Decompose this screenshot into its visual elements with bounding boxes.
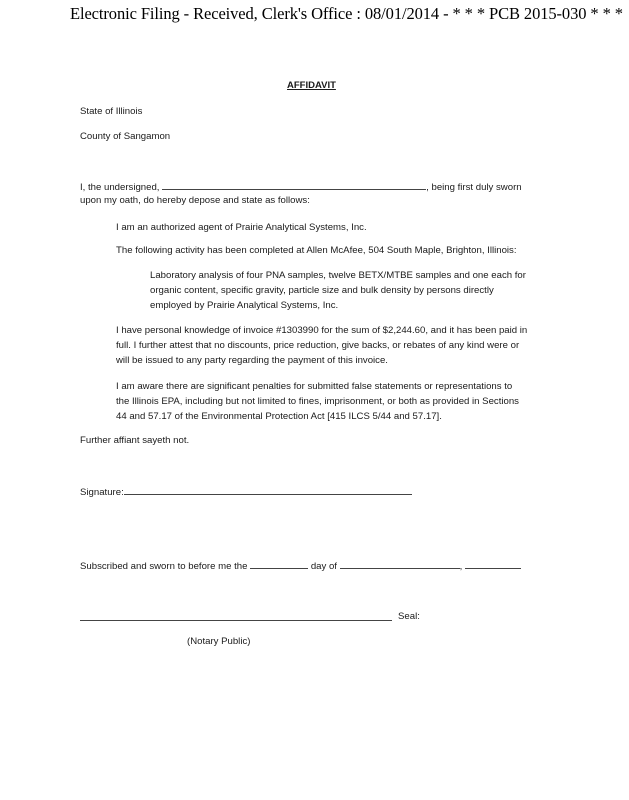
subscribed-text: Subscribed and sworn to before me the [80, 561, 248, 572]
lab-line: Laboratory analysis of four PNA samples, twelve BETX/MTBE samples and one each for [150, 270, 526, 281]
intro-line-1 [80, 180, 522, 193]
day-of-text: day of [310, 561, 337, 572]
filing-header: Electronic Filing - Received, Clerk's Office : 08/01/2014 - * * * PCB 2015-030 * * * [70, 4, 623, 23]
signature-blank [124, 485, 412, 495]
intro-line-2: upon my oath, do hereby depose and state as follows: [80, 195, 310, 206]
intro-text-end: , being first duly sworn [426, 182, 522, 193]
activity-paragraph: The following activity has been completed at Allen McAfee, 504 South Maple, Brighton, Illinois: [116, 245, 517, 256]
lab-line: employed by Prairie Analytical Systems, Inc. [150, 300, 339, 311]
penalty-paragraph [116, 379, 519, 424]
day-blank [250, 559, 308, 569]
signature-row [80, 485, 412, 498]
notary-public-label: (Notary Public) [187, 636, 251, 647]
lab-line: organic content, specific gravity, particle size and bulk density by persons directly [150, 285, 494, 296]
lab-analysis-paragraph [150, 268, 526, 313]
document-title: AFFIDAVIT [287, 80, 336, 91]
penalty-line: I am aware there are significant penalties for submitted false statements or representations to [116, 381, 513, 392]
invoice-line: full. I further attest that no discounts, price reduction, give backs, or rebates of any kind were or [116, 340, 520, 351]
month-blank [340, 559, 460, 569]
further-affiant-line: Further affiant sayeth not. [80, 435, 190, 446]
notary-signature-line [80, 620, 392, 621]
state-line: State of Illinois [80, 106, 143, 117]
penalty-line: 44 and 57.17 of the Environmental Protection Act [415 ILCS 5/44 and 57.17]. [116, 411, 442, 422]
penalty-line: the Illinois EPA, including but not limited to fines, imprisonment, or both as provided in Sections [116, 396, 519, 407]
signature-label: Signature: [80, 487, 124, 498]
subscribed-row [80, 559, 521, 572]
seal-label: Seal: [398, 611, 420, 622]
county-line: County of Sangamon [80, 131, 171, 142]
invoice-line: I have personal knowledge of invoice #1303990 for the sum of $2,244.60, and it has been paid in [116, 325, 528, 336]
invoice-line: will be issued to any party regarding the payment of this invoice. [116, 355, 388, 366]
year-blank [465, 559, 521, 569]
intro-text-start: I, the undersigned, [80, 182, 160, 193]
invoice-paragraph [116, 323, 527, 368]
name-blank [162, 180, 426, 190]
date-comma: , [459, 561, 463, 572]
agent-paragraph: I am an authorized agent of Prairie Analytical Systems, Inc. [116, 222, 367, 233]
